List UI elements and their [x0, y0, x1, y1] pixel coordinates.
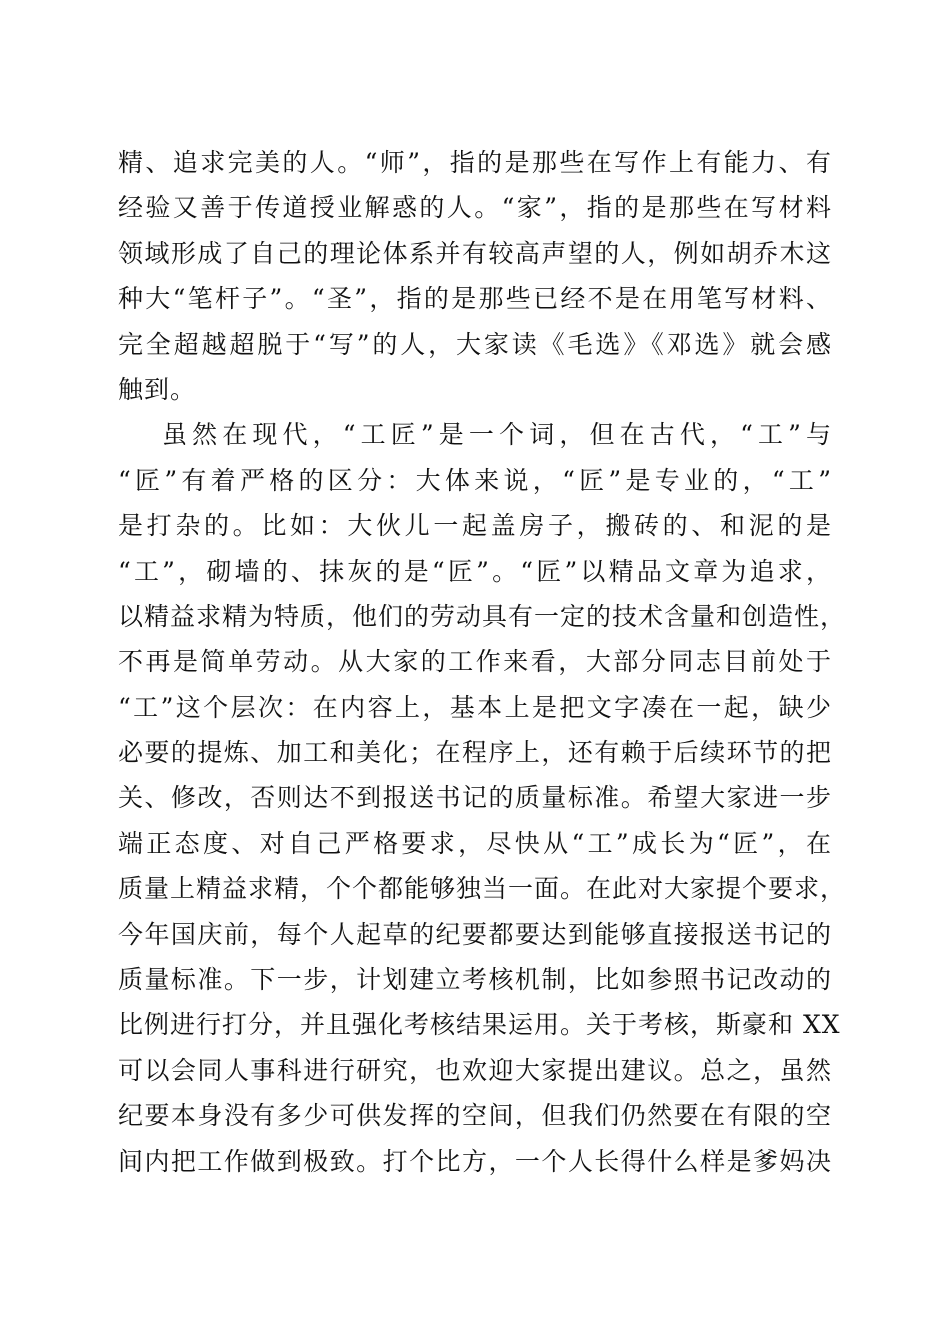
body-text: [118, 140, 847, 1184]
paragraph-2-line-7: “工”这个层次：在内容上，基本上是把文字凑在一起，缺少: [118, 692, 832, 722]
paragraph-2-line-17: 间内把工作做到极致。打个比方，一个人长得什么样是爹妈决: [118, 1146, 832, 1176]
paragraph-2-line-12: 今年国庆前，每个人起草的纪要都要达到能够直接报送书记的: [118, 919, 832, 949]
paragraph-2-line-6: 不再是简单劳动。从大家的工作来看，大部分同志目前处于: [118, 647, 832, 677]
paragraph-2-line-11: 质量上精益求精，个个都能够独当一面。在此对大家提个要求，: [118, 874, 847, 904]
paragraph-2-line-1: 虽然在现代，“工匠”是一个词，但在古代，“工”与: [162, 420, 832, 450]
paragraph-2-line-13: 质量标准。下一步，计划建立考核机制，比如参照书记改动的: [118, 965, 832, 995]
paragraph-2-line-10: 端正态度、对自己严格要求，尽快从“工”成长为“匠”，在: [118, 828, 832, 858]
paragraph-1-line-4: 种大“笔杆子”。“圣”，指的是那些已经不是在用笔写材料、: [118, 284, 832, 314]
paragraph-2-line-3: 是打杂的。比如：大伙儿一起盖房子，搬砖的、和泥的是: [118, 511, 832, 541]
paragraph-2-line-14: 比例进行打分，并且强化考核结果运用。关于考核，斯豪和 XX: [118, 1010, 841, 1040]
paragraph-2-line-4: “工”，砌墙的、抹灰的是“匠”。“匠”以精品文章为追求，: [118, 556, 832, 586]
paragraph-1-line-6: 触到。: [118, 374, 197, 404]
paragraph-2-line-16: 纪要本身没有多少可供发挥的空间，但我们仍然要在有限的空: [118, 1101, 832, 1131]
paragraph-1-line-5: 完全超越超脱于“写”的人，大家读《毛选》《邓选》就会感: [118, 329, 832, 359]
paragraph-1-line-3: 领域形成了自己的理论体系并有较高声望的人，例如胡乔木这: [118, 238, 832, 268]
paragraph-2-line-15: 可以会同人事科进行研究，也欢迎大家提出建议。总之，虽然: [118, 1055, 832, 1085]
paragraph-2-line-2: “匠”有着严格的区分：大体来说，“匠”是专业的，“工”: [118, 465, 832, 495]
paragraph-1-line-2: 经验又善于传道授业解惑的人。“家”，指的是那些在写材料: [118, 193, 832, 223]
paragraph-2-line-5: 以精益求精为特质，他们的劳动具有一定的技术含量和创造性，: [118, 601, 847, 631]
paragraph-2-line-8: 必要的提炼、加工和美化；在程序上，还有赖于后续环节的把: [118, 738, 832, 768]
paragraph-2-line-9: 关、修改，否则达不到报送书记的质量标准。希望大家进一步: [118, 783, 832, 813]
paragraph-1-line-1: 精、追求完美的人。“师”，指的是那些在写作上有能力、有: [118, 148, 832, 177]
